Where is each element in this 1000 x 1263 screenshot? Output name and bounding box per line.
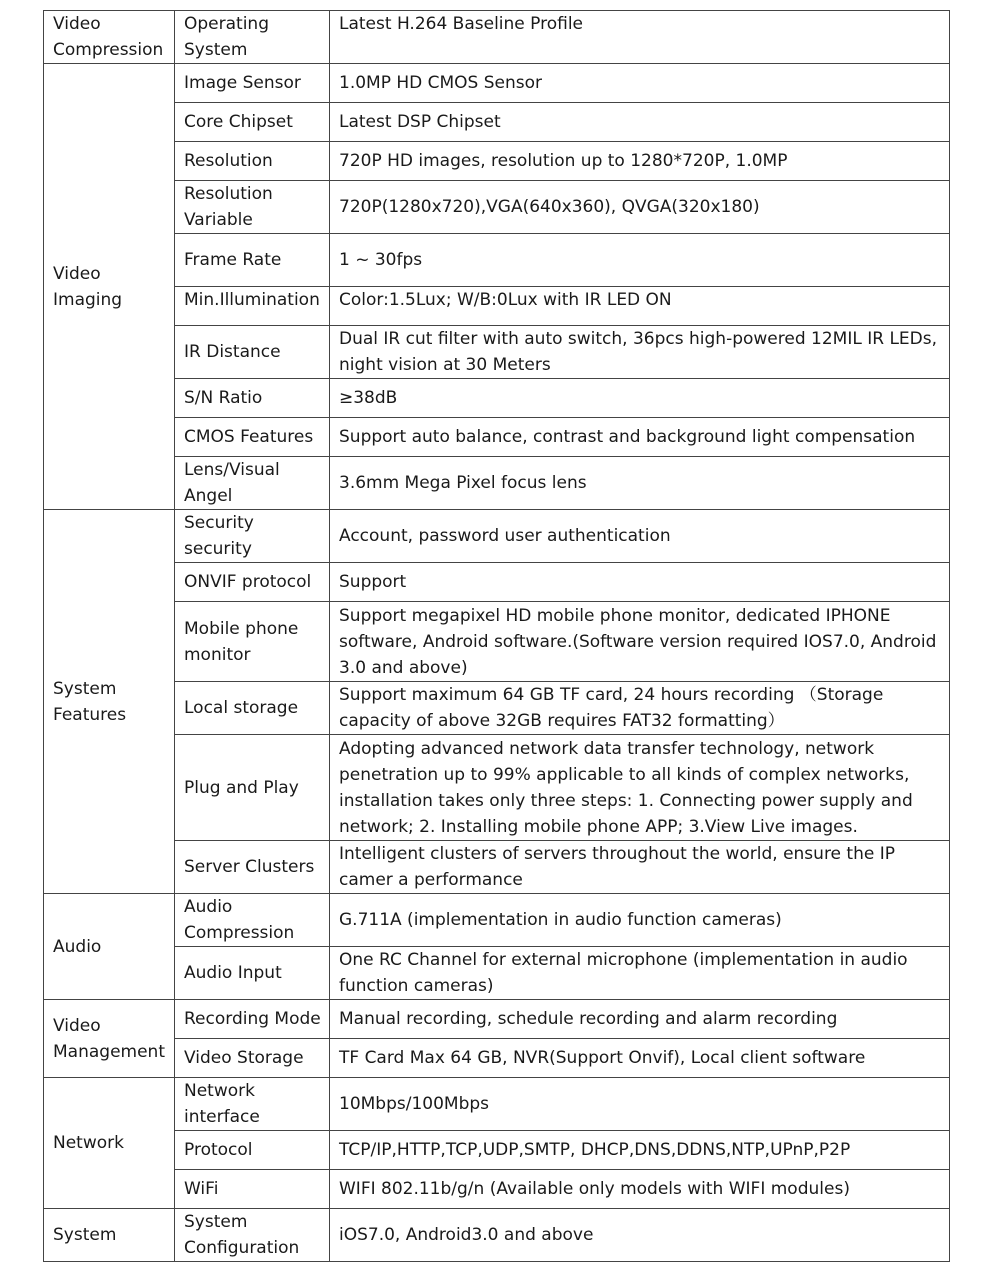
feature-cell: Frame Rate (175, 234, 330, 287)
value-cell: TCP/IP,HTTP,TCP,UDP,SMTP, DHCP,DNS,DDNS,NTP,UPnP,P2P (330, 1131, 950, 1170)
table-row (44, 1039, 950, 1078)
value-cell: WIFI 802.11b/g/n (Available only models with WIFI modules) (330, 1170, 950, 1209)
value-cell: Support (330, 563, 950, 602)
category-cell: Video Imaging (44, 64, 175, 510)
table-row (44, 64, 950, 103)
table-row (44, 457, 950, 510)
value-cell: Support maximum 64 GB TF card, 24 hours recording （Storage capacity of above 32GB requires FAT32 formatting） (330, 682, 950, 735)
table-row (44, 1170, 950, 1209)
feature-cell: CMOS Features (175, 418, 330, 457)
feature-cell: System Configuration (175, 1209, 330, 1262)
feature-cell: IR Distance (175, 326, 330, 379)
feature-cell: Audio Input (175, 947, 330, 1000)
value-cell: Adopting advanced network data transfer technology, network penetration up to 99% applicable to all kinds of complex networks, installation takes only three steps: 1. Connecting power supply and network; 2. Installing mobile phone APP; 3.View Live images. (330, 735, 950, 841)
category-cell: System Features (44, 510, 175, 894)
table-row (44, 142, 950, 181)
value-cell: 10Mbps/100Mbps (330, 1078, 950, 1131)
value-cell: Latest H.264 Baseline Profile (330, 11, 950, 64)
value-cell: Latest DSP Chipset (330, 103, 950, 142)
table-row (44, 287, 950, 326)
table-row (44, 1131, 950, 1170)
table-row (44, 841, 950, 894)
feature-cell: Local storage (175, 682, 330, 735)
value-cell: iOS7.0, Android3.0 and above (330, 1209, 950, 1262)
table-row (44, 103, 950, 142)
category-cell: Network (44, 1078, 175, 1209)
value-cell: Account, password user authentication (330, 510, 950, 563)
value-cell: Manual recording, schedule recording and alarm recording (330, 1000, 950, 1039)
value-cell: One RC Channel for external microphone (implementation in audio function cameras) (330, 947, 950, 1000)
value-cell: 720P(1280x720),VGA(640x360), QVGA(320x180) (330, 181, 950, 234)
feature-cell: Image Sensor (175, 64, 330, 103)
table-row (44, 947, 950, 1000)
feature-cell: Plug and Play (175, 735, 330, 841)
value-cell: 1.0MP HD CMOS Sensor (330, 64, 950, 103)
spec-table-body (44, 11, 950, 1262)
value-cell: 720P HD images, resolution up to 1280*720P, 1.0MP (330, 142, 950, 181)
table-row (44, 11, 950, 64)
feature-cell: Protocol (175, 1131, 330, 1170)
feature-cell: Audio Compression (175, 894, 330, 947)
table-row (44, 326, 950, 379)
category-cell: Video Management (44, 1000, 175, 1078)
feature-cell: Min.Illumination (175, 287, 330, 326)
table-row (44, 563, 950, 602)
feature-cell: ONVIF protocol (175, 563, 330, 602)
feature-cell: Resolution (175, 142, 330, 181)
feature-cell: Recording Mode (175, 1000, 330, 1039)
feature-cell: Core Chipset (175, 103, 330, 142)
table-row (44, 234, 950, 287)
feature-cell: Resolution Variable (175, 181, 330, 234)
value-cell: Support auto balance, contrast and background light compensation (330, 418, 950, 457)
category-cell: Video Compression (44, 11, 175, 64)
value-cell: Intelligent clusters of servers throughout the world, ensure the IP camer a performance (330, 841, 950, 894)
feature-cell: Lens/Visual Angel (175, 457, 330, 510)
value-cell: 3.6mm Mega Pixel focus lens (330, 457, 950, 510)
spec-table (43, 10, 950, 1262)
value-cell: G.711A (implementation in audio function cameras) (330, 894, 950, 947)
table-row (44, 682, 950, 735)
table-row (44, 735, 950, 841)
feature-cell: Network interface (175, 1078, 330, 1131)
value-cell: Dual IR cut filter with auto switch, 36pcs high-powered 12MIL IR LEDs, night vision at 30 Meters (330, 326, 950, 379)
value-cell: Support megapixel HD mobile phone monitor, dedicated IPHONE software, Android software.(Software version required IOS7.0, Android 3.0 and above) (330, 602, 950, 682)
category-cell: Audio (44, 894, 175, 1000)
feature-cell: Video Storage (175, 1039, 330, 1078)
feature-cell: Server Clusters (175, 841, 330, 894)
table-row (44, 602, 950, 682)
table-row (44, 181, 950, 234)
value-cell: 1 ~ 30fps (330, 234, 950, 287)
feature-cell: WiFi (175, 1170, 330, 1209)
feature-cell: Operating System (175, 11, 330, 64)
table-row (44, 1000, 950, 1039)
table-row (44, 1209, 950, 1262)
feature-cell: S/N Ratio (175, 379, 330, 418)
category-cell: System (44, 1209, 175, 1262)
table-row (44, 510, 950, 563)
value-cell: ≥38dB (330, 379, 950, 418)
feature-cell: Mobile phone monitor (175, 602, 330, 682)
table-row (44, 894, 950, 947)
table-row (44, 418, 950, 457)
table-row (44, 1078, 950, 1131)
value-cell: Color:1.5Lux; W/B:0Lux with IR LED ON (330, 287, 950, 326)
value-cell: TF Card Max 64 GB, NVR(Support Onvif), Local client software (330, 1039, 950, 1078)
feature-cell: Security security (175, 510, 330, 563)
table-row (44, 379, 950, 418)
